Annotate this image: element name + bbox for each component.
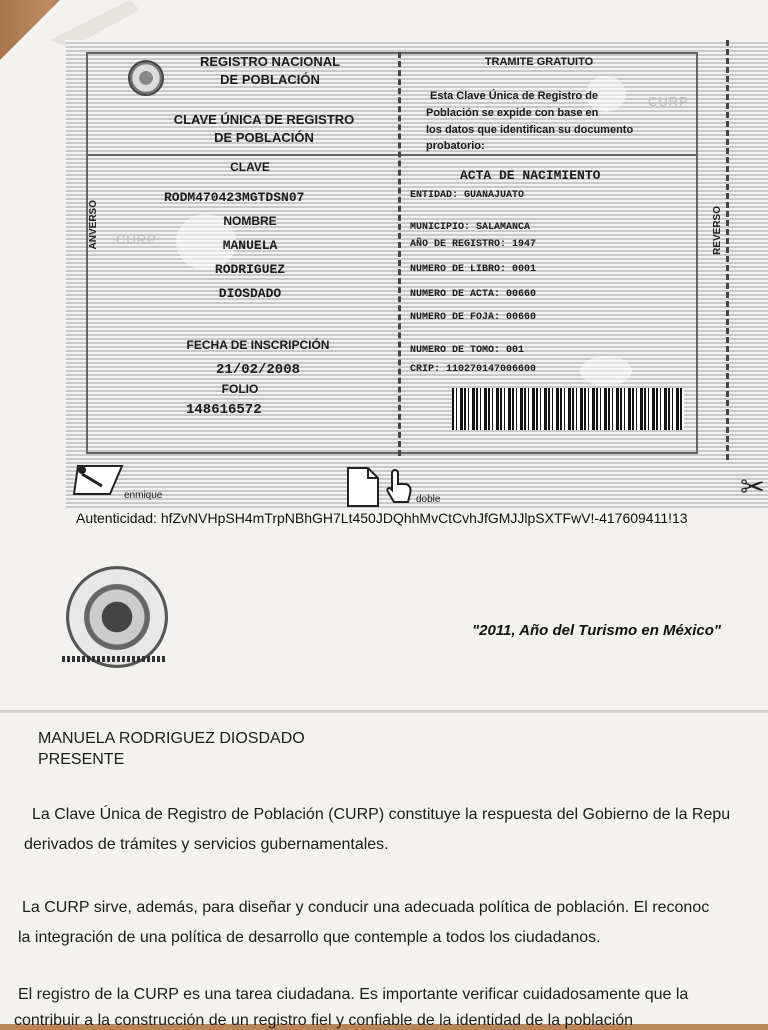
folio-label: FOLIO <box>221 382 259 396</box>
paragraph-2-line1: La CURP sirve, además, para diseñar y conducir una adecuada política de población. El reconoc <box>22 899 710 916</box>
card-divider-vertical <box>398 52 401 456</box>
cut-line <box>726 40 729 460</box>
paragraph-2-line2: la integración de una política de desarrollo que contemple a todos los ciudadanos. <box>18 929 601 946</box>
fecha-label: FECHA DE INSCRIPCIÓN <box>186 338 330 352</box>
mexico-seal-icon <box>128 60 164 96</box>
enmique-label: enmique <box>124 490 163 501</box>
watermark-seal-icon <box>580 356 632 386</box>
doc-title: ACTA DE NACIMIENTO <box>460 168 601 183</box>
nombre-label: NOMBRE <box>223 214 277 228</box>
numero-libro: NUMERO DE LIBRO: 0001 <box>410 264 537 275</box>
municipio: MUNICIPIO: SALAMANCA <box>410 222 531 233</box>
watermark-text: CURP <box>648 94 689 109</box>
hand-pointer-icon[interactable] <box>384 468 414 511</box>
year-motto: "2011, Año del Turismo en México" <box>472 622 722 639</box>
card-divider-horizontal <box>86 154 698 156</box>
description-line3: los datos que identifican su documento <box>426 124 634 136</box>
clave-value: RODM470423MGTDSN07 <box>164 190 305 205</box>
numero-acta: NUMERO DE ACTA: 00660 <box>410 289 537 300</box>
nombre-line3: DIOSDADO <box>218 286 282 301</box>
description-line1: Esta Clave Única de Registro de <box>430 90 599 102</box>
letter-recipient: MANUELA RODRIGUEZ DIOSDADO <box>38 730 305 747</box>
enmique-icon[interactable] <box>72 460 128 505</box>
paper-crease <box>0 710 768 713</box>
mexico-coat-of-arms-icon <box>66 566 168 668</box>
reverso-label: REVERSO <box>712 206 723 255</box>
clave-label: CLAVE <box>230 160 270 174</box>
entidad: ENTIDAD: GUANAJUATO <box>410 190 525 201</box>
card-subtitle-line1: CLAVE ÚNICA DE REGISTRO <box>173 112 355 127</box>
description-line2: Población se expide con base en <box>426 107 599 119</box>
watermark-text: CURP <box>116 232 157 247</box>
nombre-line2: RODRIGUEZ <box>214 262 286 277</box>
anverso-label: ANVERSO <box>88 200 99 250</box>
letter-presente: PRESENTE <box>38 751 125 768</box>
crip: CRIP: 110270147006600 <box>410 364 537 375</box>
seal-caption <box>62 656 166 662</box>
card-subtitle-line2: DE POBLACIÓN <box>214 130 314 145</box>
paragraph-1-line1: La Clave Única de Registro de Población (CURP) constituye la respuesta del Gobierno de la Repu <box>32 806 731 823</box>
card-title-line1: REGISTRO NACIONAL <box>199 54 341 69</box>
folio-value: 148616572 <box>186 402 262 418</box>
numero-tomo: NUMERO DE TOMO: 001 <box>410 345 525 356</box>
numero-foja: NUMERO DE FOJA: 00660 <box>410 312 537 323</box>
paragraph-1-line2: derivados de trámites y servicios gubernamentales. <box>24 836 389 853</box>
description-line4: probatorio: <box>426 140 485 152</box>
paragraph-3-line2: contribuir a la construcción de un registro fiel y confiable de la identidad de la población <box>14 1012 634 1029</box>
document-icon[interactable] <box>346 466 380 513</box>
paragraph-3-line1: El registro de la CURP es una tarea ciudadana. Es importante verificar cuidadosamente que la <box>18 986 689 1003</box>
doble-label: doble <box>416 494 441 505</box>
anio-registro: AÑO DE REGISTRO: 1947 <box>410 239 537 250</box>
autenticidad-code: Autenticidad: hfZvNVHpSH4mTrpNBhGH7Lt450JDQhhMvCtCvhJfGMJJlpSXTFwV!-417609411!13 <box>76 510 688 526</box>
tramite-label: TRAMITE GRATUITO <box>484 56 594 68</box>
nombre-line1: MANUELA <box>222 238 278 253</box>
scissors-icon: ✂ <box>740 471 766 504</box>
card-title-line2: DE POBLACIÓN <box>220 72 320 87</box>
barcode <box>452 388 684 430</box>
fecha-value: 21/02/2008 <box>215 362 300 378</box>
